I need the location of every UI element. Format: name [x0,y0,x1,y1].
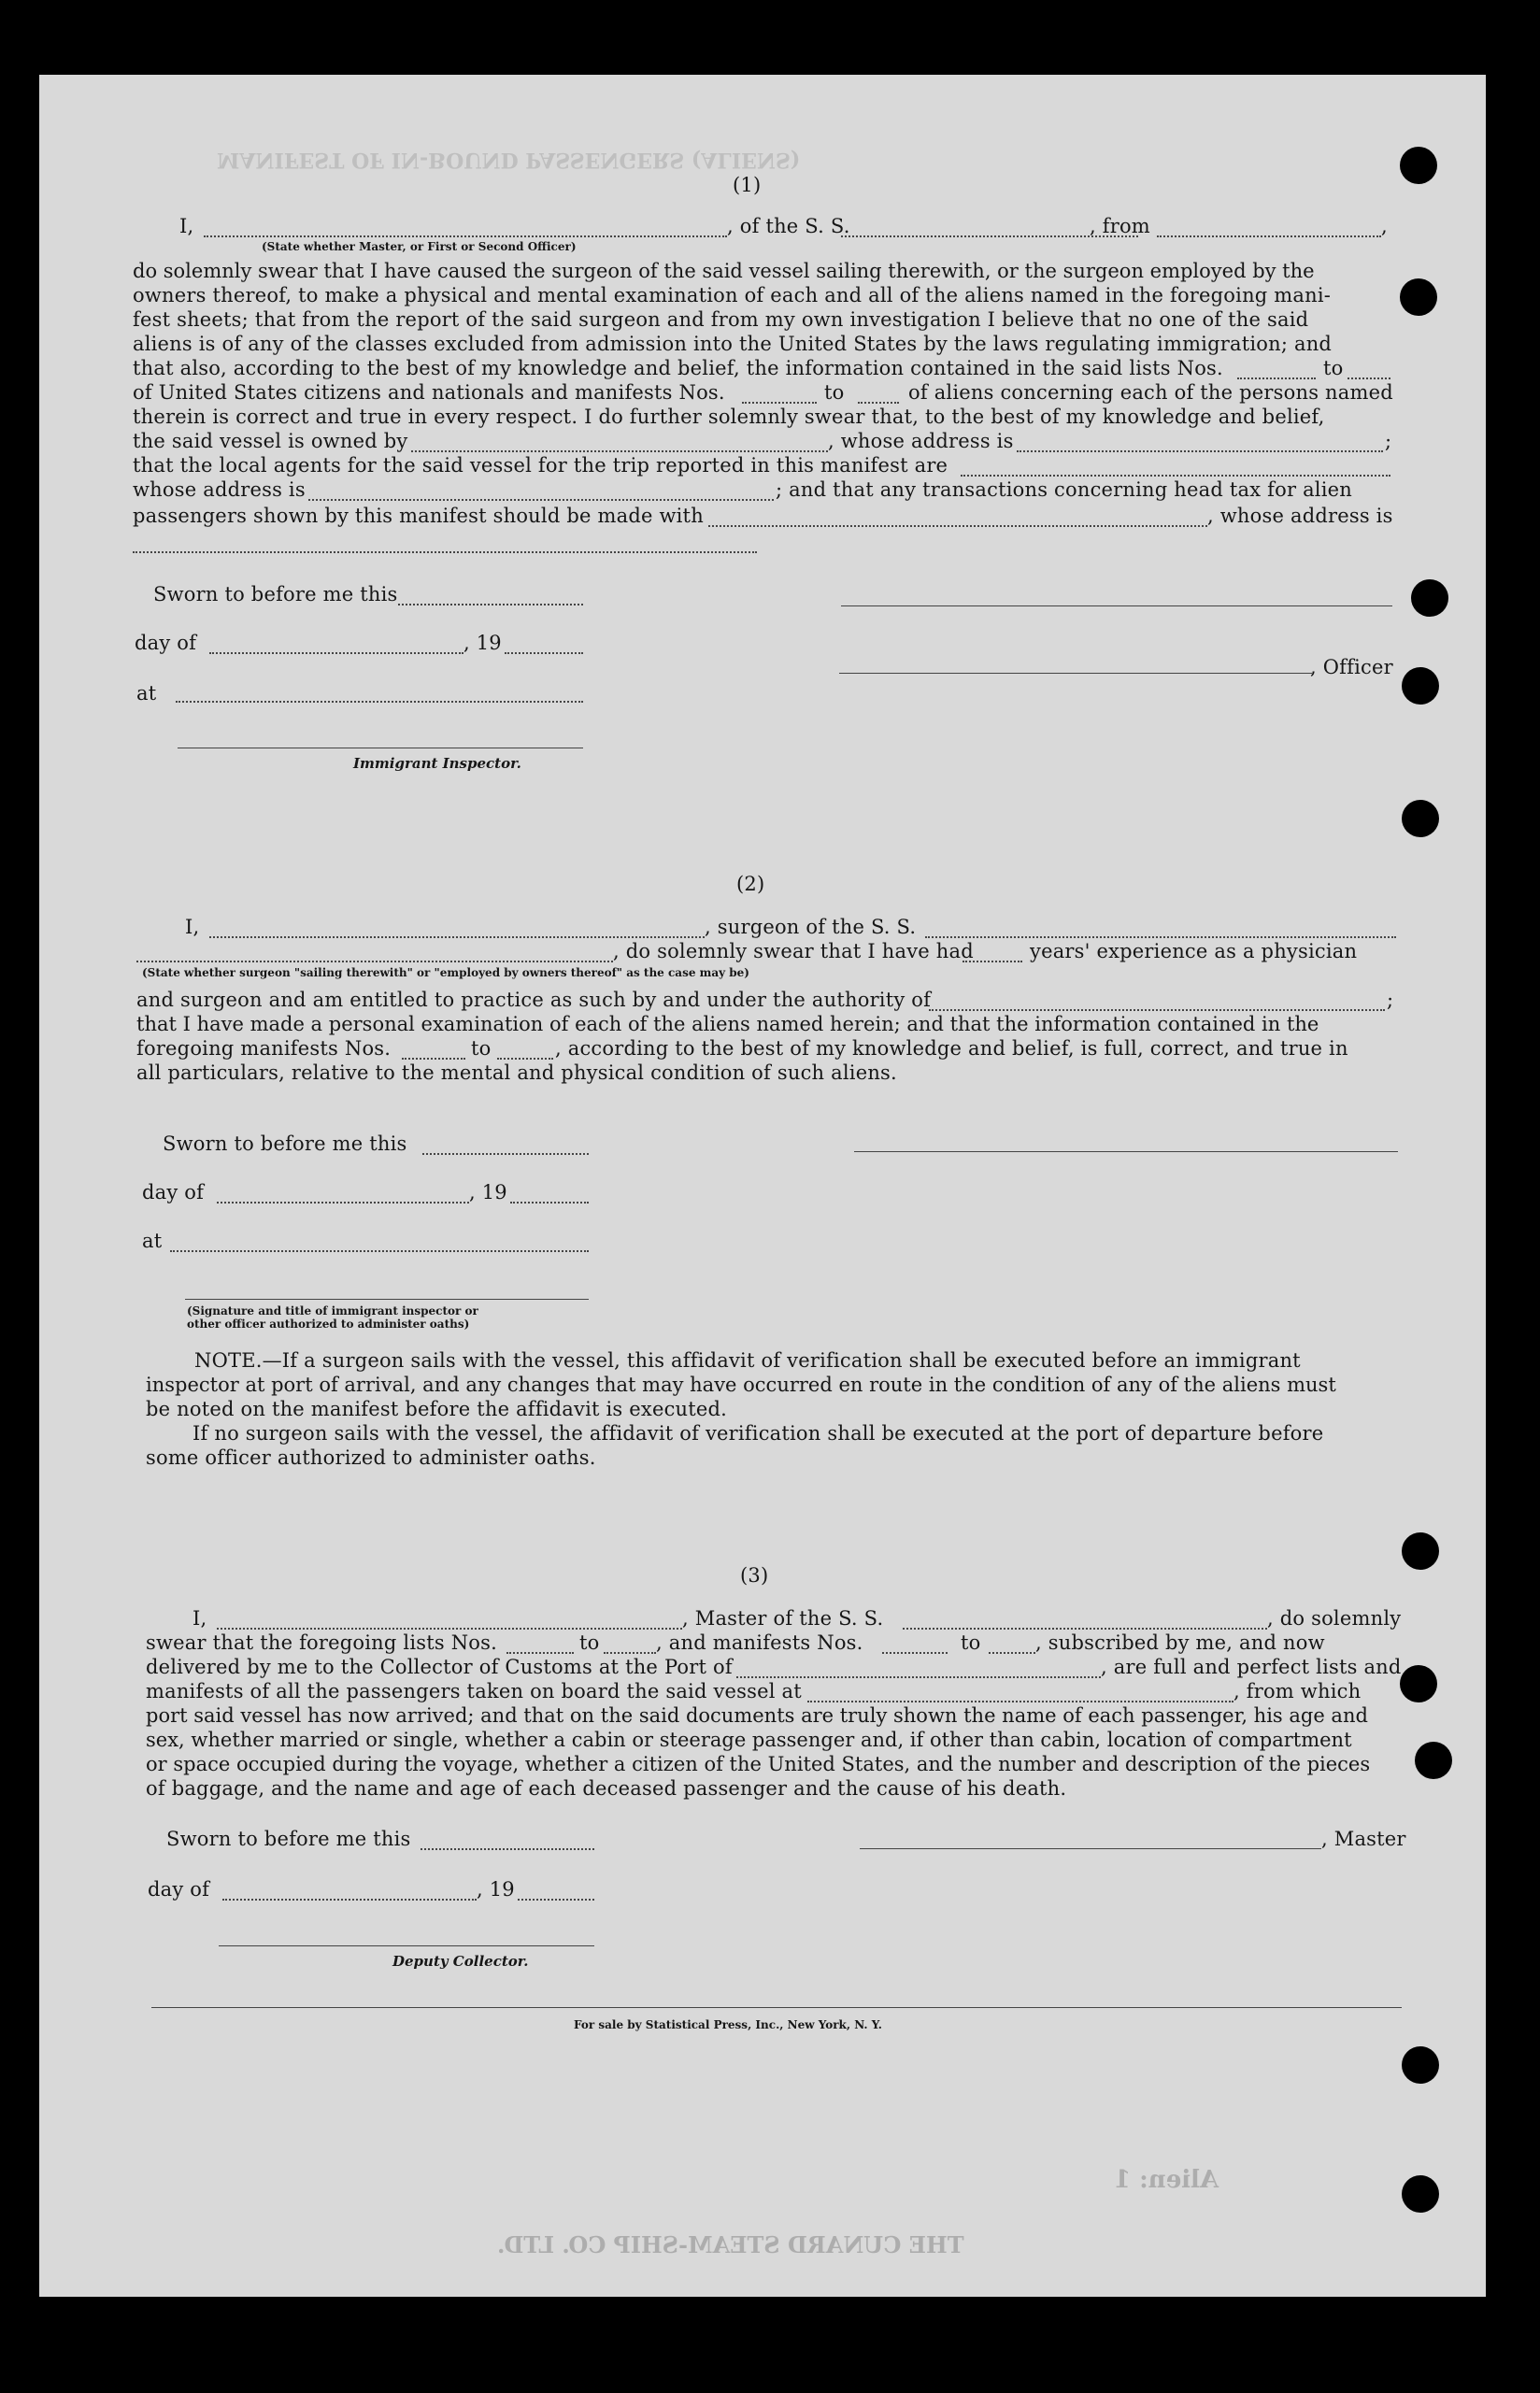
s2-years-field[interactable] [962,961,1022,962]
punch-hole [1400,278,1437,316]
s2-at-field[interactable] [170,1250,589,1252]
s2-surgeon-type-field[interactable] [209,936,705,938]
s1-local-agents-field[interactable] [961,475,1390,477]
s2-surgeon-signature-line[interactable] [854,1151,1398,1152]
s1-agents-address-field[interactable] [308,499,774,501]
note-line-1: NOTE.—If a surgeon sails with the vessel, this affidavit of verification shall be executed before an immigrant [194,1349,1301,1372]
s3-day-of-label: day of [148,1878,210,1901]
s1-para-line-2: owners thereof, to make a physical and mental examination of each and all of the aliens named in the foregoing mani- [133,284,1332,306]
s1-manifests-to-field[interactable] [858,402,899,404]
s1-whose-address-3: , whose address is [1207,505,1393,527]
s3-sworn-label: Sworn to before me this [166,1828,411,1850]
s3-master-name-field[interactable] [217,1628,682,1630]
s2-signature-note-1: (Signature and title of immigrant inspector or [187,1304,478,1318]
s3-embark-port-field[interactable] [807,1701,1233,1702]
s2-para-line-2: that I have made a personal examination of each of the aliens named herein; and that the information contained in the [136,1013,1319,1035]
s1-from-label: , from [1090,215,1150,237]
s1-para-line-3: fest sheets; that from the report of the said surgeon and from my own investigation I believe that no one of the said [133,308,1309,331]
s3-from-which: , from which [1233,1680,1362,1702]
s2-vessel-field[interactable] [925,936,1396,938]
s3-para-line-1: swear that the foregoing lists Nos. [146,1631,497,1654]
s3-port-field[interactable] [736,1676,1101,1678]
s2-authority-field[interactable] [929,1009,1385,1011]
s3-year-label: , 19 [477,1878,515,1901]
s2-year-field[interactable] [510,1202,589,1204]
s3-manifests-to-field[interactable] [989,1652,1035,1654]
footer-rule [151,2007,1402,2008]
punch-hole [1400,1665,1437,1702]
s3-to-2: to [961,1631,981,1654]
bleed-through-header: MANIFEST OF IN-BOUND PASSENGERS (ALIENS) [217,148,801,172]
s2-at-label: at [142,1230,163,1252]
s3-month-field[interactable] [222,1899,477,1901]
s1-head-tax-address-field[interactable] [133,551,757,553]
s3-i-label: I, [192,1607,207,1630]
punch-hole [1402,1532,1439,1570]
s3-vessel-field[interactable] [903,1628,1267,1630]
s1-day-of-label: day of [135,632,197,654]
s3-solemnly-label: , do solemnly [1267,1607,1402,1630]
s3-master-signature-line[interactable] [860,1848,1321,1849]
s1-whose-address-1: , whose address is [828,430,1014,452]
s3-para-line-3: manifests of all the passengers taken on board the said vessel at [146,1680,802,1702]
s2-year-label: , 19 [469,1181,507,1204]
s1-to-2: to [824,381,845,404]
s3-para-line-7: of baggage, and the name and age of each deceased passenger and the cause of his death. [146,1777,1067,1800]
s1-to-1: to [1323,357,1344,379]
s3-and-manifests: , and manifests Nos. [656,1631,863,1654]
s1-officer-rank-field[interactable] [204,235,727,237]
s3-collector-caption: Deputy Collector. [392,1953,529,1970]
s3-para-line-4: port said vessel has now arrived; and that on the said documents are truly shown the name of each passenger, his age and [146,1704,1368,1727]
s1-para-line-5: that also, according to the best of my knowledge and belief, the information contained in the said lists Nos. [133,357,1223,379]
s3-subscribed: , subscribed by me, and now [1035,1631,1325,1654]
punch-hole [1402,800,1439,837]
s1-sworn-label: Sworn to before me this [153,583,398,605]
s1-para-line-1: do solemnly swear that I have caused the surgeon of the said vessel sailing therewith, or the surgeon employed by the [133,260,1315,282]
s3-collector-signature-line[interactable] [219,1945,594,1946]
bleed-through-company: THE CUNARD STEAM-SHIP CO. LTD. [497,2231,964,2258]
section-3-number: (3) [740,1564,769,1587]
s2-solemnly-label: , do solemnly swear that I have had [613,940,974,962]
s1-head-tax-party-field[interactable] [708,525,1207,527]
s3-to-1: to [579,1631,600,1654]
note-line-3: be noted on the manifest before the affidavit is executed. [146,1398,728,1420]
s1-owner-address-field[interactable] [1017,450,1383,452]
s2-inspector-signature-line[interactable] [185,1299,589,1300]
s1-owner-field[interactable] [411,450,828,452]
s1-owned-by-label: the said vessel is owned by [133,430,408,452]
s3-master-label: , Master [1321,1828,1406,1850]
s1-year-field[interactable] [505,652,583,654]
s2-surgeon-of-label: , surgeon of the S. S. [705,916,917,938]
s2-para-line-3: foregoing manifests Nos. [136,1037,392,1060]
s2-month-field[interactable] [217,1202,469,1204]
s1-head-tax: ; and that any transactions concerning head tax for alien [776,478,1352,501]
s3-master-of-label: , Master of the S. S. [682,1607,884,1630]
s2-surgeon-note: (State whether surgeon "sailing therewith" or "employed by owners thereof" as the case may be) [142,966,749,979]
s1-para-line-7: therein is correct and true in every respect. I do further solemnly swear that, to the best of my knowledge and belief, [133,406,1325,428]
note-line-5: some officer authorized to administer oaths. [146,1446,596,1469]
punch-hole [1402,2046,1439,2084]
s1-of-ss-label: , of the S. S. [727,215,850,237]
s1-local-agents-label: that the local agents for the said vessel for the trip reported in this manifest are [133,454,948,477]
s1-i-label: I, [179,215,194,237]
s1-from-port-field[interactable] [1157,235,1381,237]
section-2-number: (2) [736,873,765,895]
s1-semicolon: ; [1385,430,1392,452]
s1-officer-label: , Officer [1310,656,1393,678]
s2-signature-note-2: other officer authorized to administer oaths) [187,1318,470,1331]
punch-hole [1402,667,1439,705]
s3-para-line-2: delivered by me to the Collector of Customs at the Port of [146,1656,733,1678]
s2-according: , according to the best of my knowledge and belief, is full, correct, and true in [555,1037,1348,1060]
s3-para-line-6: or space occupied during the voyage, whether a citizen of the United States, and the number and description of the pieces [146,1753,1371,1775]
s2-manifests-from-field[interactable] [402,1058,465,1060]
s1-lists-from-field[interactable] [1237,377,1316,379]
punch-hole [1411,579,1448,617]
s2-sworn-label: Sworn to before me this [163,1132,407,1155]
s1-sworn-date-field[interactable] [398,604,583,605]
s3-year-field[interactable] [518,1899,594,1901]
s1-at-field[interactable] [176,701,583,703]
s3-manifests-from-field[interactable] [882,1652,948,1654]
punch-hole [1400,147,1437,184]
s2-to: to [471,1037,492,1060]
s1-comma: , [1381,215,1388,237]
s2-surgeon-name-field[interactable] [136,961,613,962]
s3-para-line-5: sex, whether married or single, whether a cabin or steerage passenger and, if other than cabin, location of compartment [146,1729,1352,1751]
note-line-2: inspector at port of arrival, and any changes that may have occurred en route in the condition of any of the aliens must [146,1374,1336,1396]
bleed-through-item: Alien: 1 [1114,2166,1219,2194]
s2-para-line-4: all particulars, relative to the mental and physical condition of such aliens. [136,1061,897,1084]
s2-years-label: years' experience as a physician [1030,940,1358,962]
s2-semicolon: ; [1387,989,1394,1011]
s1-officer-signature-line[interactable] [841,605,1392,606]
s1-rank-note: (State whether Master, or First or Second Officer) [262,240,577,253]
s1-manifests-from-field[interactable] [742,402,817,404]
s1-para-line-4: aliens is of any of the classes excluded from admission into the United States by the laws regulating immigration; and [133,333,1333,355]
s1-whose-address-2: whose address is [133,478,306,501]
punch-hole [1415,1742,1452,1779]
s1-of-aliens: of aliens concerning each of the persons named [908,381,1393,404]
s1-officer-name-line[interactable] [839,673,1312,674]
s2-sworn-date-field[interactable] [422,1153,589,1155]
s2-para-line-1: and surgeon and am entitled to practice as such by and under the authority of [136,989,932,1011]
s3-lists-to-field[interactable] [604,1652,656,1654]
s3-lists-from-field[interactable] [506,1652,574,1654]
punch-hole [1402,2175,1439,2213]
printer-credit: For sale by Statistical Press, Inc., New York, N. Y. [574,2018,882,2031]
section-1-number: (1) [733,174,762,196]
s1-inspector-caption: Immigrant Inspector. [353,755,521,772]
note-line-4: If no surgeon sails with the vessel, the affidavit of verification shall be executed at the port of departure before [192,1422,1324,1445]
s3-full-perfect: , are full and perfect lists and [1101,1656,1402,1678]
manifest-page [39,75,1486,2297]
s3-sworn-date-field[interactable] [421,1848,594,1850]
s2-day-of-label: day of [142,1181,205,1204]
note-label: NOTE. [194,1349,263,1372]
s1-month-field[interactable] [209,652,463,654]
s1-passengers-label: passengers shown by this manifest should be made with [133,505,704,527]
s2-i-label: I, [185,916,200,938]
s1-lists-to-field[interactable] [1348,377,1390,379]
s1-para-line-6: of United States citizens and nationals and manifests Nos. [133,381,725,404]
s1-year-label: , 19 [463,632,502,654]
s2-manifests-to-field[interactable] [497,1058,553,1060]
s1-at-label: at [136,682,157,705]
